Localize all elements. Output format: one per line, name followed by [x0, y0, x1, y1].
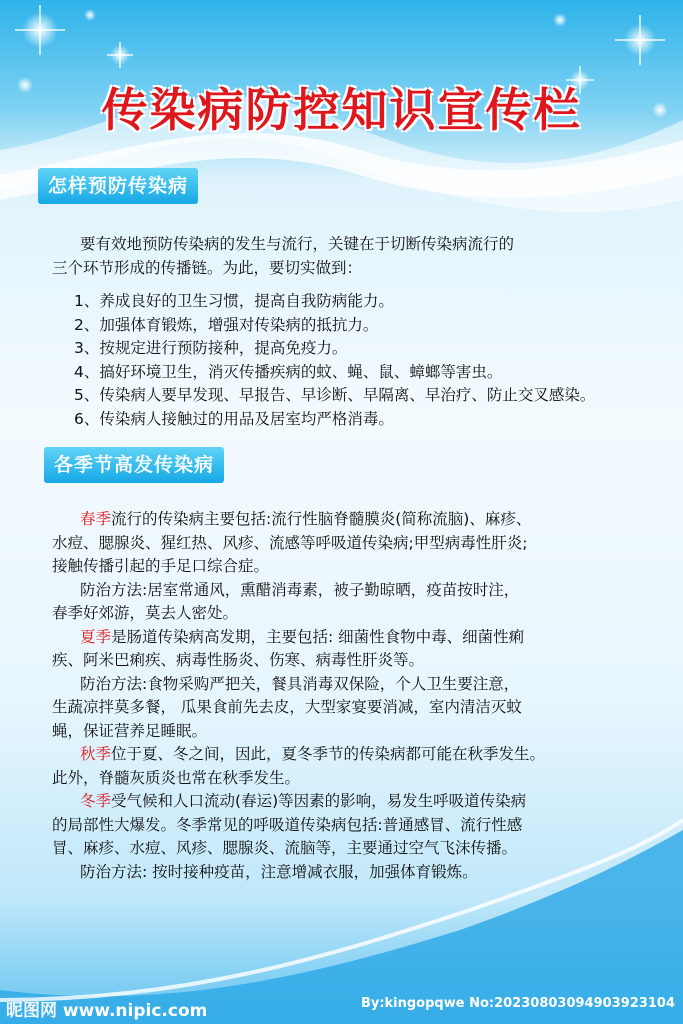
autumn-paragraph	[52, 743, 672, 790]
summer-label: 夏季	[80, 627, 112, 646]
spring-text-1: 流行的传染病主要包括:流行性脑脊髓膜炎(简称流脑)、麻疹、	[111, 510, 532, 528]
seasons-body	[52, 508, 672, 884]
spring-method	[52, 579, 672, 626]
spring-paragraph	[52, 508, 672, 579]
spring-label: 春季	[80, 510, 112, 528]
spring-text-2: 水痘、腮腺炎、猩红热、风疹、流感等呼吸道传染病;甲型病毒性肝炎;	[52, 533, 528, 552]
credit-watermark: By:kingopqwe No:20230803094903923104	[360, 996, 675, 1011]
winter-paragraph	[52, 790, 672, 861]
intro-line-1: 要有效地预防传染病的发生与流行，关键在于切断传染病流行的	[80, 235, 515, 253]
winter-method	[52, 861, 672, 885]
spring-method-1: 防治方法:居室常通风，熏醋消毒素，被子勤晾晒，疫苗按时注，	[80, 580, 520, 599]
summer-method	[52, 673, 672, 744]
autumn-text-2: 此外，脊髓灰质炎也常在秋季发生。	[52, 768, 301, 787]
list-item: 2、加强体育锻炼，增强对传染病的抵抗力。	[74, 315, 379, 334]
autumn-text-1: 位于夏、冬之间，因此，夏冬季节的传染病都可能在秋季发生。	[111, 745, 546, 763]
winter-text-2: 的局部性大爆发。冬季常见的呼吸道传染病包括:普通感冒、流行性感	[52, 815, 523, 834]
intro-line-2: 三个环节形成的传播链。为此，要切实做到：	[52, 259, 363, 277]
summer-text-2: 疾、阿米巴痢疾、病毒性肠炎、伤寒、病毒性肝炎等。	[52, 651, 425, 669]
list-item: 1、养成良好的卫生习惯，提高自我防病能力。	[74, 292, 394, 310]
summer-method-1: 防治方法:食物采购严把关，餐具消毒双保险，个人卫生要注意，	[80, 674, 520, 693]
summer-method-2: 生蔬凉拌莫多餐， 瓜果食前先去皮，大型家宴要消减，室内清洁灭蚊	[52, 698, 522, 716]
page-title: 传染病防控知识宣传栏	[101, 83, 582, 137]
list-item: 4、搞好环境卫生，消灭传播疾病的蚊、蝇、鼠、蟑螂等害虫。	[74, 362, 503, 381]
site-watermark: 昵图网 www.nipic.com	[6, 1001, 208, 1021]
winter-text-1: 受气候和人口流动(春运)等因素的影响，易发生呼吸道传染病	[111, 792, 527, 810]
summer-text-1: 是肠道传染病高发期，主要包括: 细菌性食物中毒、细菌性痢	[111, 627, 525, 646]
summer-method-3: 蝇，保证营养足睡眠。	[52, 721, 208, 740]
list-item: 5、传染病人要早发现、早报告、早诊断、早隔离、早治疗、防止交叉感染。	[74, 386, 596, 404]
winter-text-3: 冒、麻疹、水痘、风疹、腮腺炎、流脑等，主要通过空气飞沫传播。	[52, 839, 518, 857]
list-item: 3、按规定进行预防接种，提高免疫力。	[74, 339, 348, 357]
list-item: 6、传染病人接触过的用品及居室均严格消毒。	[74, 409, 394, 428]
section-heading-prevention: 怎样预防传染病	[38, 168, 198, 204]
section-heading-seasons: 各季节高发传染病	[44, 447, 224, 483]
intro-paragraph	[52, 232, 672, 280]
autumn-label: 秋季	[80, 745, 112, 763]
spring-text-3: 接触传播引起的手足口综合症。	[52, 557, 270, 575]
winter-label: 冬季	[80, 792, 112, 810]
summer-paragraph	[52, 626, 672, 673]
prevention-list	[74, 290, 595, 431]
spring-method-2: 春季好郊游，莫去人密处。	[52, 604, 239, 622]
winter-method-text: 防治方法: 按时接种疫苗，注意增减衣服，加强体育锻炼。	[80, 862, 478, 881]
